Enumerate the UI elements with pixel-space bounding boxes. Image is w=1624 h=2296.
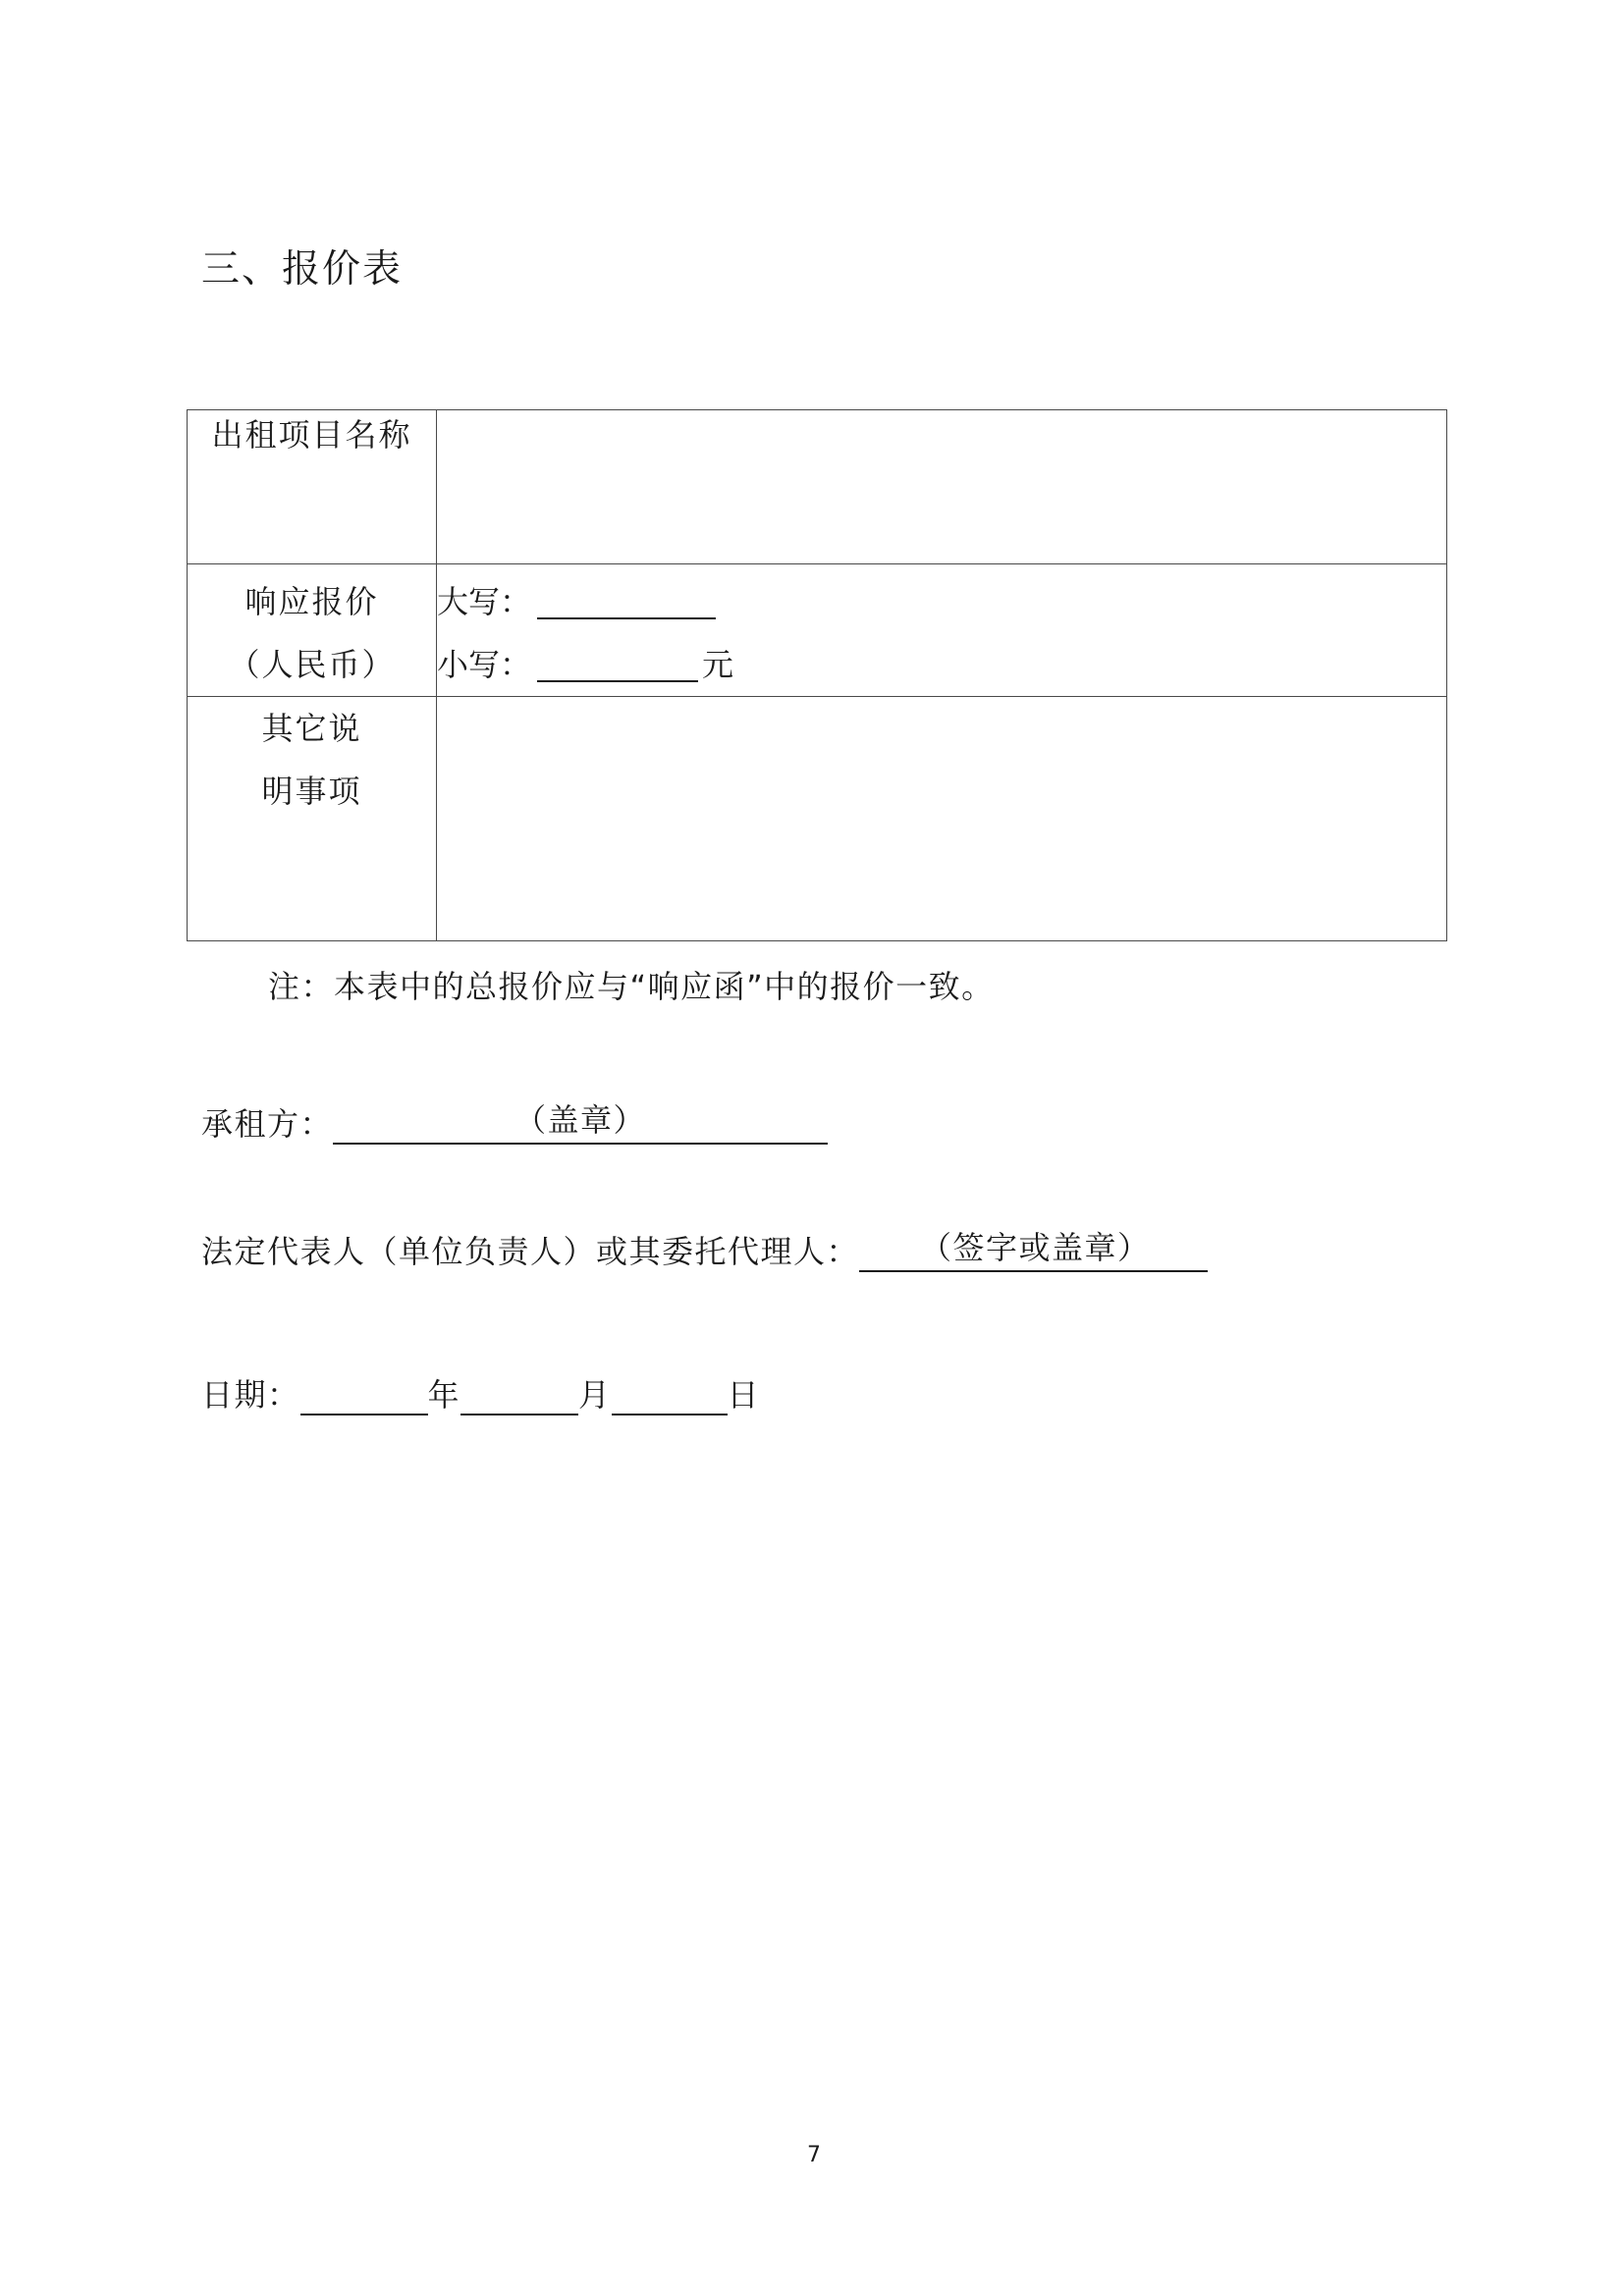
day-field[interactable] (612, 1376, 728, 1415)
other-notes-label-cell (188, 697, 437, 941)
uppercase-amount-label: 大写： (437, 583, 532, 620)
quote-price-label: 响应报价 (244, 583, 379, 620)
lowercase-amount-label: 小写： (437, 646, 532, 683)
project-name-label: 出租项目名称 (188, 410, 437, 564)
date-line (201, 1370, 760, 1415)
page-number: 7 (807, 2143, 821, 2167)
year-field[interactable] (300, 1376, 428, 1415)
table-row-project-name (188, 410, 1447, 564)
lessee-label: 承租方： (201, 1105, 334, 1143)
lessee-line (201, 1095, 828, 1145)
quote-table (187, 409, 1447, 941)
table-row-other-notes (188, 697, 1447, 941)
year-label: 年 (427, 1376, 461, 1414)
section-title: 三、报价表 (201, 247, 404, 292)
lessee-stamp-field[interactable] (333, 1095, 828, 1145)
other-notes-label-line1: 其它说 (261, 710, 362, 747)
legal-representative-label: 法定代表人（单位负责人）或其委托代理人： (201, 1233, 860, 1270)
quote-price-value-cell (437, 564, 1447, 697)
uppercase-amount-row (437, 570, 1446, 633)
table-note: 注：本表中的总报价应与“响应函”中的报价一致。 (268, 968, 995, 1005)
other-notes-value-cell[interactable] (437, 697, 1447, 941)
quote-price-label-cell (188, 564, 437, 697)
lessee-stamp-hint: （盖章） (514, 1101, 647, 1139)
legal-representative-sign-hint: （签字或盖章） (920, 1229, 1151, 1266)
quote-currency-label: （人民币） (228, 646, 396, 683)
date-label: 日期： (201, 1376, 300, 1414)
lowercase-amount-row (437, 633, 1446, 696)
legal-representative-line (201, 1223, 1208, 1272)
other-notes-label-line2: 明事项 (261, 773, 362, 810)
legal-representative-sign-field[interactable] (859, 1223, 1208, 1272)
amount-unit: 元 (702, 646, 734, 683)
day-label: 日 (727, 1376, 761, 1414)
month-field[interactable] (460, 1376, 578, 1415)
table-row-quote-price (188, 564, 1447, 697)
month-label: 月 (578, 1376, 612, 1414)
uppercase-amount-field[interactable] (537, 584, 716, 619)
lowercase-amount-field[interactable] (537, 647, 698, 682)
project-name-value-cell[interactable] (437, 410, 1447, 564)
